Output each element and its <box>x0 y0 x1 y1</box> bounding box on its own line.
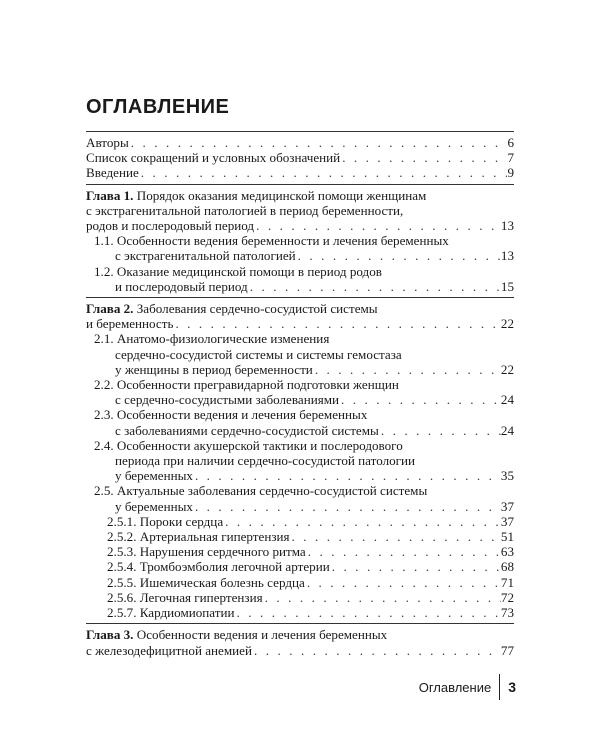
page-number: 15 <box>500 278 514 294</box>
toc-subsection-2-5-5[interactable]: 2.5.5. Ишемическая болезнь сердца . . . 71 <box>86 575 514 590</box>
top-divider <box>86 131 514 132</box>
chapter-label: Глава 3. <box>86 627 134 643</box>
page-title: ОГЛАВЛЕНИЕ <box>86 96 230 118</box>
page-number: 37 <box>500 498 514 514</box>
toc-subsection-2-5-2[interactable]: 2.5.2. Артериальная гипертензия . . . 51 <box>86 529 514 544</box>
page-number: 72 <box>500 589 514 605</box>
page-number: 24 <box>500 392 514 408</box>
page-number: 63 <box>500 544 514 560</box>
toc-section-1-1[interactable]: 1.1. Особенности ведения беременности и лечения беременных с экстрагенитальной патологией . . . 13 <box>86 233 514 263</box>
page-number: 35 <box>500 468 514 484</box>
toc-subsection-2-5-4[interactable]: 2.5.4. Тромбоэмболия легочной артерии . . . 68 <box>86 559 514 574</box>
chapter-label: Глава 2. <box>86 301 134 317</box>
toc-entry-abbreviations[interactable]: Список сокращений и условных обозначений . . . 7 <box>86 150 514 165</box>
toc-section-1-2[interactable]: 1.2. Оказание медицинской помощи в период родов и послеродовый период . . . 15 <box>86 264 514 294</box>
page-number: 22 <box>500 316 514 332</box>
page-number: 77 <box>500 642 514 658</box>
toc-section-2-2[interactable]: 2.2. Особенности прегравидарной подготовки женщин с сердечно-сосудистыми заболеваниями . . . 24 <box>86 377 514 407</box>
page-number: 51 <box>500 529 514 545</box>
toc-section-2-5[interactable]: 2.5. Актуальные заболевания сердечно-сосудистой системы у беременных . . . 37 <box>86 483 514 513</box>
toc-subsection-2-5-3[interactable]: 2.5.3. Нарушения сердечного ритма . . . 63 <box>86 544 514 559</box>
toc-section-2-3[interactable]: 2.3. Особенности ведения и лечения беременных с заболеваниями сердечно-сосудистой системы . . . 24 <box>86 407 514 437</box>
footer-page-number: 3 <box>508 679 516 695</box>
page-footer <box>419 674 516 700</box>
section-divider <box>86 623 514 624</box>
section-divider <box>86 297 514 298</box>
page-number: 73 <box>500 605 514 621</box>
page-number: 13 <box>500 218 514 234</box>
page-number: 6 <box>507 135 514 150</box>
page-number: 68 <box>500 559 514 575</box>
toc-chapter-3[interactable]: Глава 3. Особенности ведения и лечения беременных с железодефицитной анемией . . . 77 <box>86 627 514 657</box>
footer-separator <box>499 674 500 700</box>
toc-section-2-4[interactable]: 2.4. Особенности акушерской тактики и послеродового периода при наличии сердечно-сосудистой патологии у беременных . . . 35 <box>86 438 514 484</box>
page-number: 7 <box>507 150 514 166</box>
toc-entry-authors[interactable]: Авторы . . . 6 <box>86 135 514 150</box>
section-divider <box>86 184 514 185</box>
footer-section-title: Оглавление <box>418 679 492 695</box>
toc-entry-introduction[interactable]: Введение . . . 9 <box>86 165 514 180</box>
toc-subsection-2-5-7[interactable]: 2.5.7. Кардиомиопатии . . . 73 <box>86 605 514 620</box>
chapter-label: Глава 1. <box>86 187 134 203</box>
toc-subsection-2-5-6[interactable]: 2.5.6. Легочная гипертензия . . . 72 <box>86 590 514 605</box>
toc-subsection-2-5-1[interactable]: 2.5.1. Пороки сердца . . . 37 <box>86 514 514 529</box>
page-number: 13 <box>500 248 514 264</box>
toc-chapter-1[interactable]: Глава 1. Порядок оказания медицинской помощи женщинам с экстрагенитальной патологией в период беременности, родов и послеродовый период . . . 13 <box>86 188 514 234</box>
page-number: 37 <box>500 513 514 529</box>
toc-chapter-2[interactable]: Глава 2. Заболевания сердечно-сосудистой системы и беременность . . . 22 <box>86 301 514 331</box>
page-number: 24 <box>500 422 514 438</box>
page-number: 9 <box>507 165 514 181</box>
page-number: 71 <box>500 574 514 590</box>
page-number: 22 <box>500 361 514 377</box>
table-of-contents <box>86 135 514 658</box>
toc-section-2-1[interactable]: 2.1. Анатомо-физиологические изменения сердечно-сосудистой системы и системы гемостаза у женщины в период беременности . . . 22 <box>86 331 514 377</box>
